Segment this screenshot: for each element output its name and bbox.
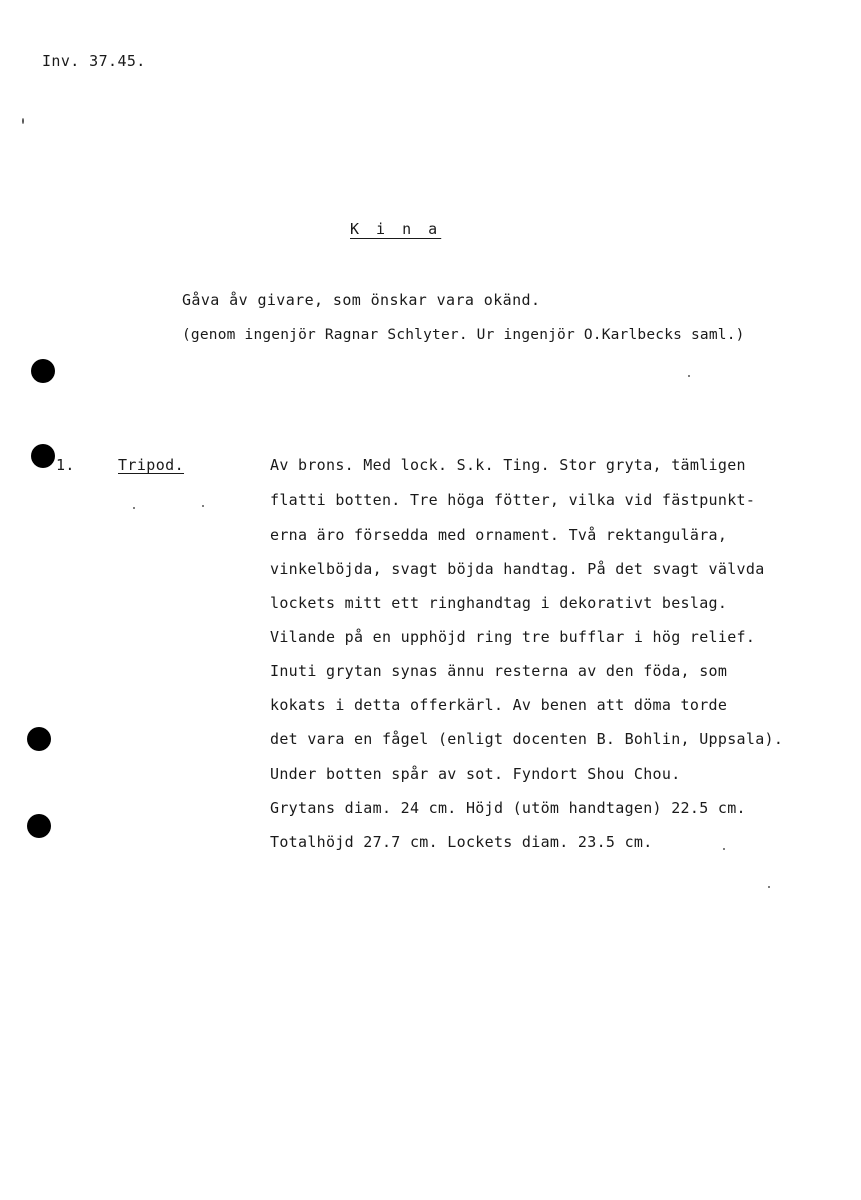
- inventory-number: Inv. 37.45.: [42, 52, 146, 70]
- paper-speck: [723, 848, 725, 850]
- description-line: lockets mitt ett ringhandtag i dekorativt beslag.: [270, 594, 728, 612]
- description-line: Inuti grytan synas ännu resterna av den föda, som: [270, 662, 728, 680]
- punch-hole: [27, 727, 51, 751]
- description-line: kokats i detta offerkärl. Av benen att döma torde: [270, 696, 728, 714]
- description-line: flatti botten. Tre höga fötter, vilka vid fästpunkt-: [270, 491, 756, 509]
- punch-hole: [27, 814, 51, 838]
- donor-line-1: Gåva åv givare, som önskar vara okänd.: [182, 291, 541, 309]
- paper-speck: [768, 886, 770, 888]
- punch-hole: [31, 359, 55, 383]
- description-line: Under botten spår av sot. Fyndort Shou Chou.: [270, 765, 681, 783]
- description-line: Grytans diam. 24 cm. Höjd (utöm handtagen) 22.5 cm.: [270, 799, 746, 817]
- paper-speck: [22, 118, 24, 124]
- description-line: Vilande på en upphöjd ring tre bufflar i hög relief.: [270, 628, 756, 646]
- description-line: erna äro försedda med ornament. Två rektangulära,: [270, 526, 728, 544]
- description-line: det vara en fågel (enligt docenten B. Bohlin, Uppsala).: [270, 730, 784, 748]
- item-number: 1.: [56, 456, 75, 474]
- paper-speck: [133, 507, 135, 509]
- donor-line-2: (genom ingenjör Ragnar Schlyter. Ur ingenjör O.Karlbecks saml.): [182, 327, 745, 343]
- description-line: vinkelböjda, svagt böjda handtag. På det svagt välvda: [270, 560, 765, 578]
- paper-speck: [202, 505, 204, 507]
- punch-hole: [31, 444, 55, 468]
- item-label: Tripod.: [118, 456, 185, 474]
- description-line: Totalhöjd 27.7 cm. Lockets diam. 23.5 cm.: [270, 833, 653, 851]
- document-title: K i n a: [350, 220, 442, 238]
- paper-speck: [688, 375, 690, 377]
- description-line: Av brons. Med lock. S.k. Ting. Stor gryta, tämligen: [270, 456, 746, 474]
